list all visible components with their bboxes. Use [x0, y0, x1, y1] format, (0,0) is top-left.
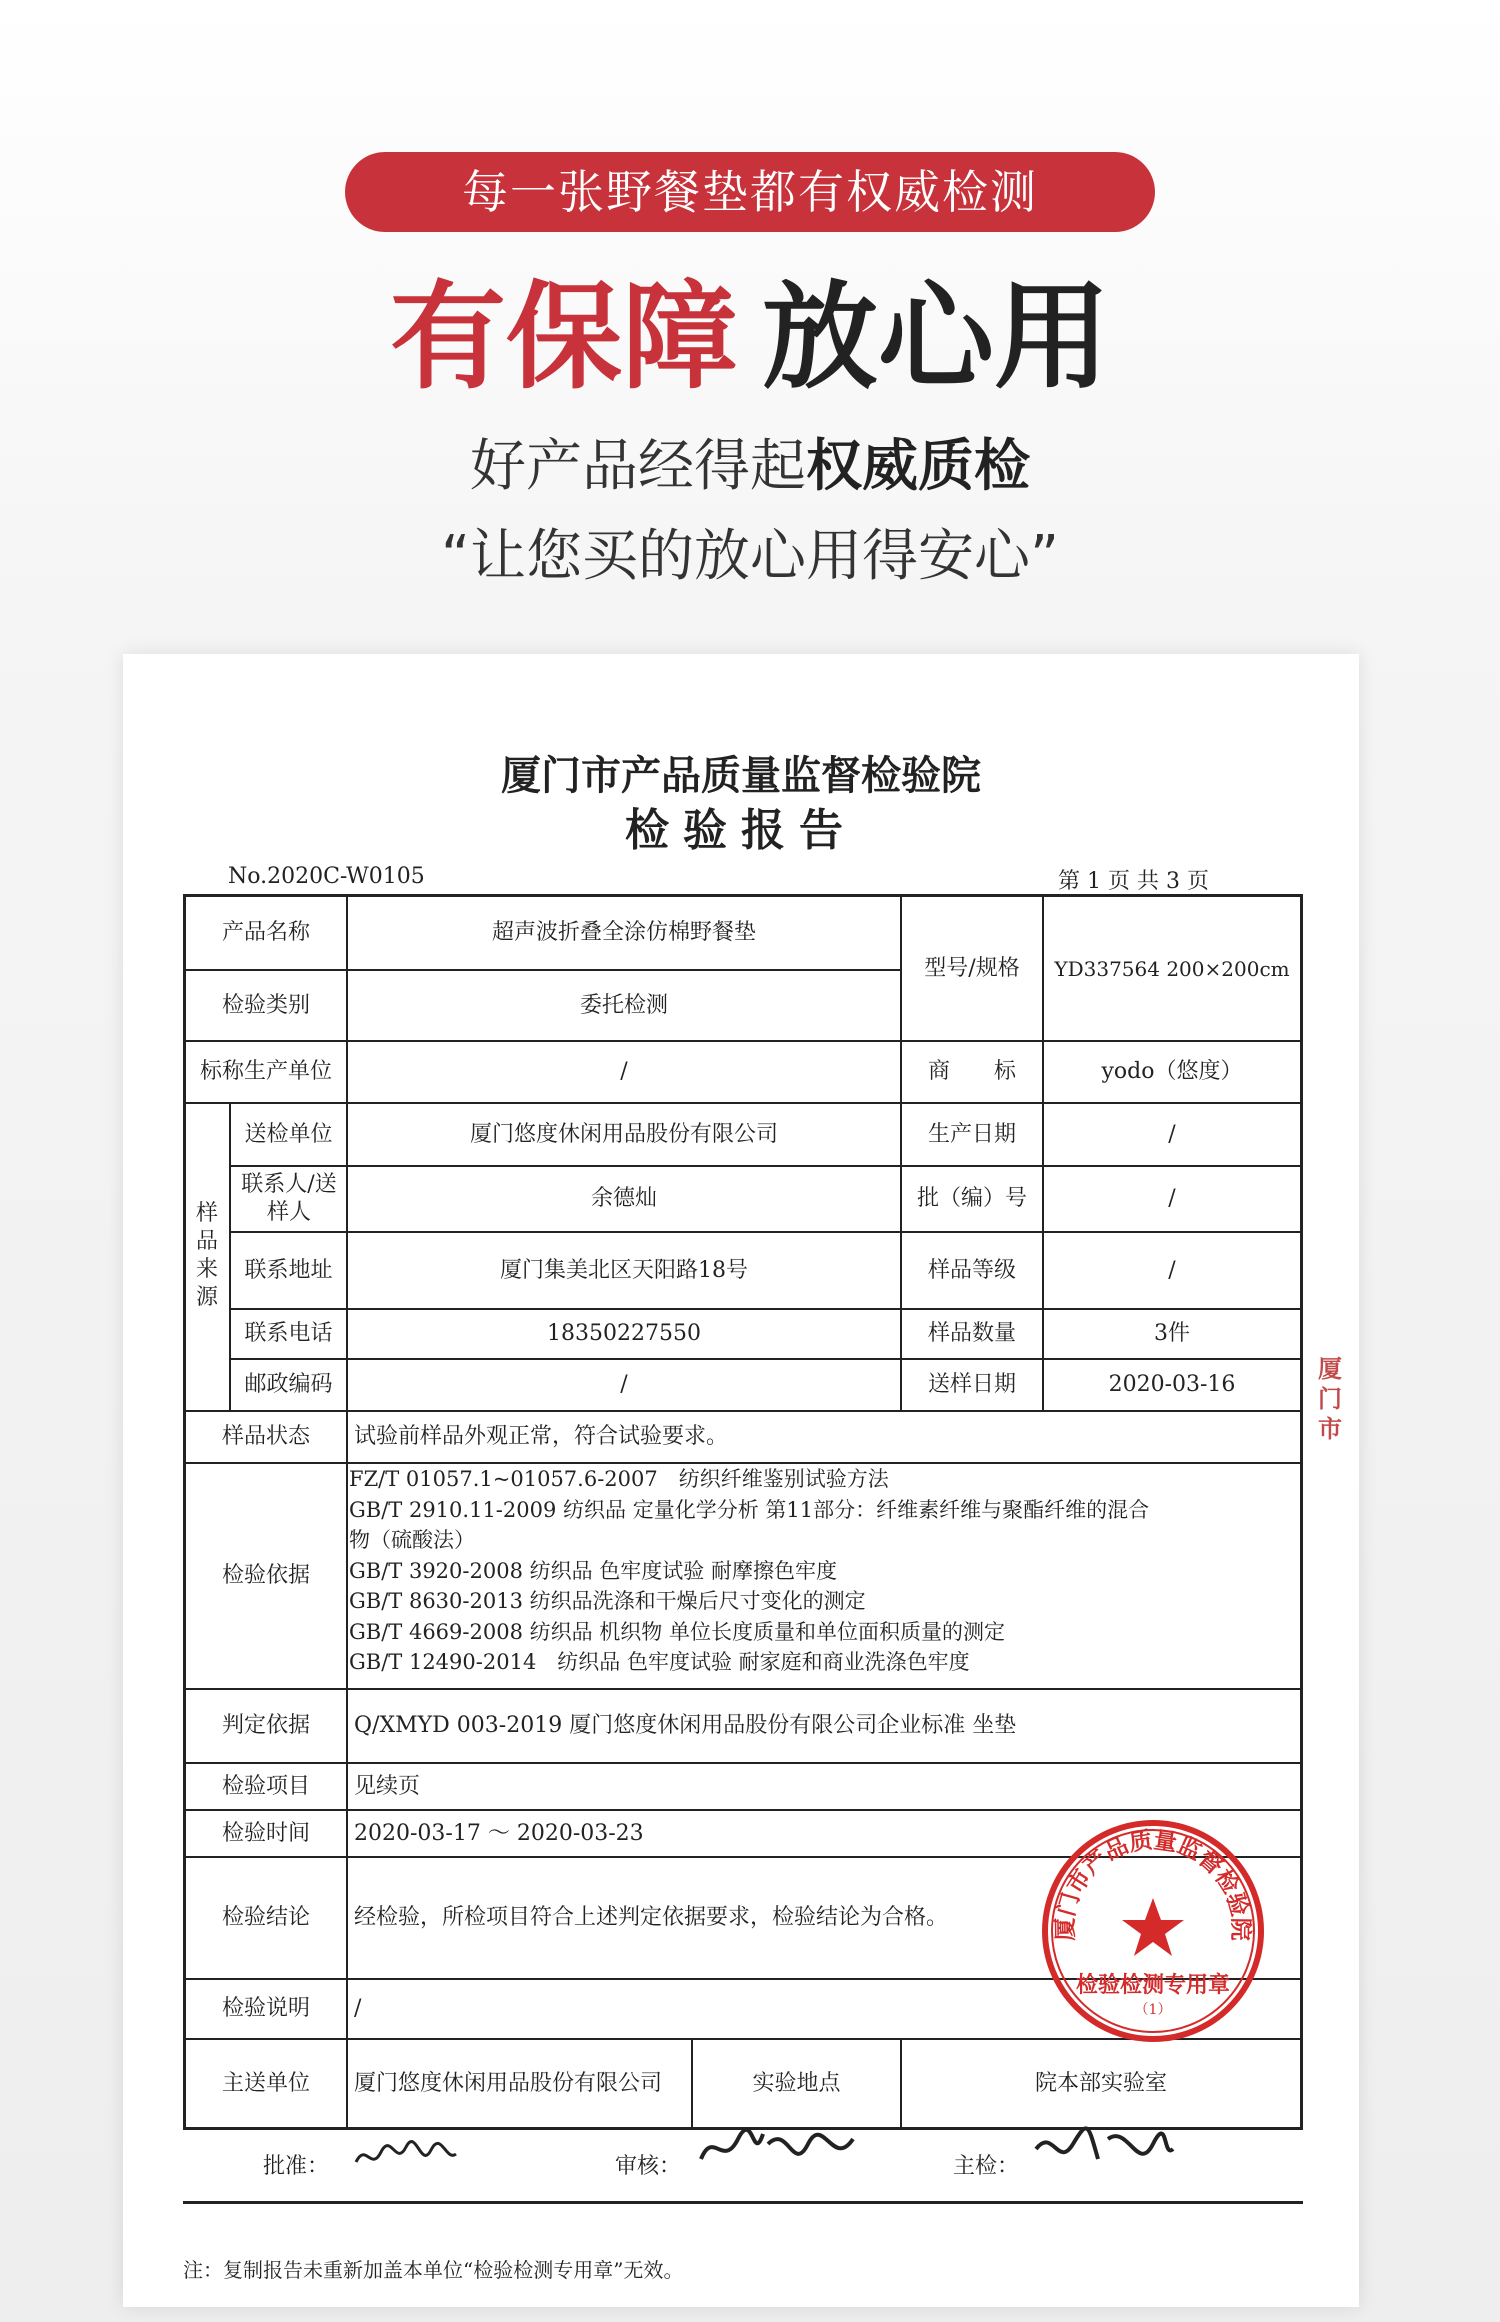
value-contact: 余德灿	[590, 1186, 657, 1211]
institute-name: 厦门市产品质量监督检验院	[501, 752, 981, 799]
basis-list	[349, 1464, 1299, 1678]
value-phone: 18350227550	[547, 1321, 701, 1346]
label-prod-date: 生产日期	[927, 1121, 1016, 1147]
approve-signature-icon	[351, 2132, 461, 2177]
value-prod-date: /	[1168, 1121, 1176, 1147]
value-main-sender: 厦门悠度休闲用品股份有限公司	[354, 2070, 663, 2096]
edge-seal-text: 厦门市	[1318, 1354, 1342, 1443]
value-time: 2020-03-17 ～ 2020-03-23	[354, 1820, 644, 1846]
label-basis: 检验依据	[221, 1563, 310, 1588]
value-category: 委托检测	[579, 992, 668, 1018]
basis-line: 物（硫酸法）	[349, 1528, 475, 1552]
value-quantity: 3件	[1154, 1321, 1190, 1346]
label-lab: 实验地点	[752, 2070, 841, 2096]
label-sample-source: 样品来源	[196, 1201, 219, 1310]
label-conclusion: 检验结论	[221, 1905, 310, 1930]
value-sender: 厦门悠度休闲用品股份有限公司	[469, 1121, 778, 1147]
seal-top-text: 厦门市产品质量监督检验院	[1051, 1826, 1255, 1941]
value-explanation: /	[354, 1996, 362, 2021]
label-address: 联系地址	[244, 1257, 333, 1283]
value-brand: yodo（悠度）	[1101, 1059, 1243, 1084]
basis-line: GB/T 12490-2014 纺织品 色牢度试验 耐家庭和商业洗涤色牢度	[349, 1650, 970, 1674]
label-explanation: 检验说明	[221, 1996, 310, 2021]
basis-line: GB/T 2910.11-2009 纺织品 定量化学分析 第11部分：纤维素纤维与聚酯纤维的混合	[349, 1497, 1150, 1522]
label-manufacturer: 标称生产单位	[199, 1059, 332, 1084]
label-main-test: 主检：	[953, 2154, 1020, 2179]
value-product-name: 超声波折叠全涂仿棉野餐垫	[491, 920, 756, 945]
label-contact: 联系人/送样人	[241, 1172, 337, 1225]
value-items: 见续页	[354, 1773, 421, 1799]
headline-red: 有保障	[390, 270, 738, 405]
subtitle-1-plain: 好产品经得起	[470, 434, 806, 499]
seal-sub-text: （1）	[1134, 2002, 1172, 2018]
basis-line: GB/T 8630-2013 纺织品洗涤和干燥后尺寸变化的测定	[349, 1589, 866, 1613]
label-category: 检验类别	[221, 992, 310, 1018]
label-quantity: 样品数量	[927, 1321, 1016, 1346]
label-main-sender: 主送单位	[221, 2070, 310, 2096]
subtitle-2: “让您买的放心用得安心”	[440, 524, 1060, 589]
label-time: 检验时间	[221, 1820, 310, 1846]
value-grade: /	[1168, 1257, 1176, 1283]
signature-divider	[183, 2201, 1303, 2204]
seal-bottom-text: 检验检测专用章	[1075, 1972, 1231, 1998]
report-number: No.2020C-W0105	[228, 864, 425, 889]
subtitle-1-bold: 权威质检	[806, 434, 1030, 499]
value-send-date: 2020-03-16	[1108, 1372, 1236, 1397]
label-postcode: 邮政编码	[244, 1372, 333, 1397]
label-sample-state: 样品状态	[221, 1424, 310, 1449]
value-address: 厦门集美北区天阳路18号	[500, 1257, 748, 1283]
label-phone: 联系电话	[244, 1321, 333, 1346]
value-judge-basis: Q/XMYD 003-2019 厦门悠度休闲用品股份有限公司企业标准 坐垫	[354, 1713, 1017, 1738]
label-send-date: 送样日期	[927, 1372, 1016, 1397]
page-indicator: 第 1 页 共 3 页	[1058, 869, 1209, 894]
value-batch: /	[1168, 1186, 1176, 1211]
label-items: 检验项目	[221, 1773, 310, 1799]
value-manufacturer: /	[620, 1059, 628, 1084]
basis-line: GB/T 4669-2008 纺织品 机织物 单位长度质量和单位面积质量的测定	[349, 1619, 1005, 1644]
subtitle-1	[0, 432, 1500, 502]
basis-line: FZ/T 01057.1~01057.6-2007 纺织纤维鉴别试验方法	[349, 1467, 889, 1491]
label-approve: 批准：	[263, 2154, 330, 2179]
label-grade: 样品等级	[927, 1257, 1016, 1283]
value-model: YD337564 200×200cm	[1054, 956, 1290, 981]
headline	[0, 268, 1500, 408]
headline-black: 放心用	[762, 270, 1110, 405]
report-title: 检验报告	[625, 805, 857, 856]
main-test-signature-icon	[1028, 2119, 1178, 2179]
value-lab: 院本部实验室	[1034, 2070, 1167, 2096]
basis-line: GB/T 3920-2008 纺织品 色牢度试验 耐摩擦色牢度	[349, 1558, 837, 1583]
promo-pill	[345, 152, 1155, 232]
label-brand: 商 标	[927, 1059, 1016, 1084]
value-postcode: /	[620, 1372, 628, 1397]
label-product-name: 产品名称	[221, 920, 310, 945]
report-note: 注：复制报告未重新加盖本单位“检验检测专用章”无效。	[183, 2258, 684, 2282]
value-conclusion: 经检验，所检项目符合上述判定依据要求，检验结论为合格。	[354, 1905, 949, 1930]
label-model: 型号/规格	[924, 955, 1020, 981]
review-signature-icon	[693, 2119, 863, 2179]
label-sender: 送检单位	[244, 1121, 333, 1147]
label-judge-basis: 判定依据	[221, 1713, 310, 1738]
label-batch: 批（编）号	[916, 1186, 1027, 1211]
label-review: 审核：	[615, 2154, 682, 2179]
report-paper	[123, 654, 1359, 2307]
value-sample-state: 试验前样品外观正常，符合试验要求。	[354, 1424, 729, 1449]
pill-text: 每一张野餐垫都有权威检测	[462, 165, 1038, 219]
official-seal-icon	[1038, 1816, 1268, 2046]
